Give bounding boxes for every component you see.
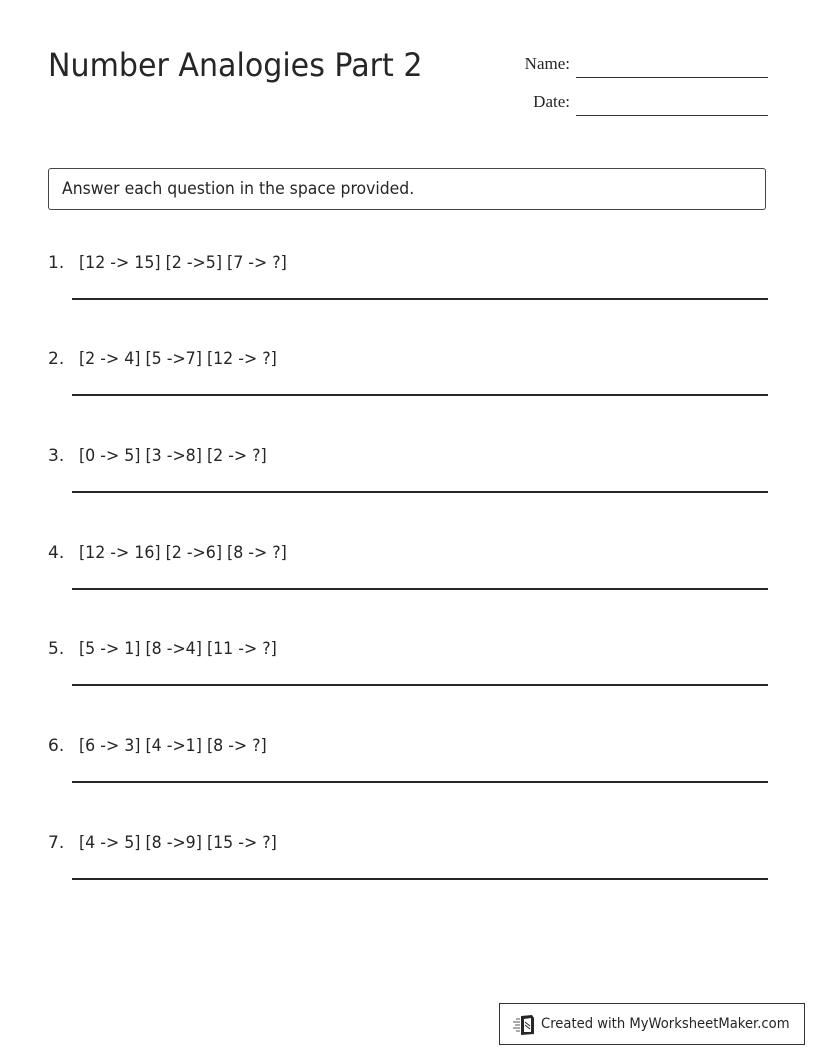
footer-text[interactable]: Created with MyWorksheetMaker.com [541, 1016, 790, 1032]
answer-line[interactable] [72, 394, 768, 396]
question-number: 5. [48, 639, 65, 659]
question-number: 2. [48, 349, 65, 369]
date-field[interactable] [500, 86, 768, 116]
question-text: [2 -> 4] [5 ->7] [12 -> ?] [79, 349, 277, 369]
question-4 [48, 543, 768, 603]
question-text: [12 -> 16] [2 ->6] [8 -> ?] [79, 543, 287, 563]
question-text: [5 -> 1] [8 ->4] [11 -> ?] [79, 639, 277, 659]
question-number: 6. [48, 736, 65, 756]
answer-line[interactable] [72, 684, 768, 686]
name-label: Name: [524, 54, 570, 73]
worksheet-title: Number Analogies Part 2 [48, 46, 423, 84]
question-3 [48, 446, 768, 506]
question-text: [6 -> 3] [4 ->1] [8 -> ?] [79, 736, 267, 756]
question-text: [12 -> 15] [2 ->5] [7 -> ?] [79, 253, 287, 273]
answer-line[interactable] [72, 588, 768, 590]
question-number: 7. [48, 833, 65, 853]
question-number: 3. [48, 446, 65, 466]
date-label: Date: [533, 92, 570, 111]
question-text: [4 -> 5] [8 ->9] [15 -> ?] [79, 833, 277, 853]
question-1 [48, 253, 768, 313]
question-6 [48, 736, 768, 796]
question-5 [48, 639, 768, 699]
worksheet-maker-logo-icon [512, 1014, 536, 1036]
answer-line[interactable] [72, 491, 768, 493]
answer-line[interactable] [72, 298, 768, 300]
footer-credit[interactable] [499, 1003, 805, 1045]
date-line[interactable] [576, 115, 768, 116]
answer-line[interactable] [72, 878, 768, 880]
question-7 [48, 833, 768, 893]
instructions-text: Answer each question in the space provided. [62, 179, 415, 199]
instructions-box [48, 168, 766, 210]
name-line[interactable] [576, 77, 768, 78]
question-text: [0 -> 5] [3 ->8] [2 -> ?] [79, 446, 267, 466]
question-number: 1. [48, 253, 65, 273]
question-2 [48, 349, 768, 409]
answer-line[interactable] [72, 781, 768, 783]
name-field[interactable] [500, 48, 768, 78]
question-number: 4. [48, 543, 65, 563]
